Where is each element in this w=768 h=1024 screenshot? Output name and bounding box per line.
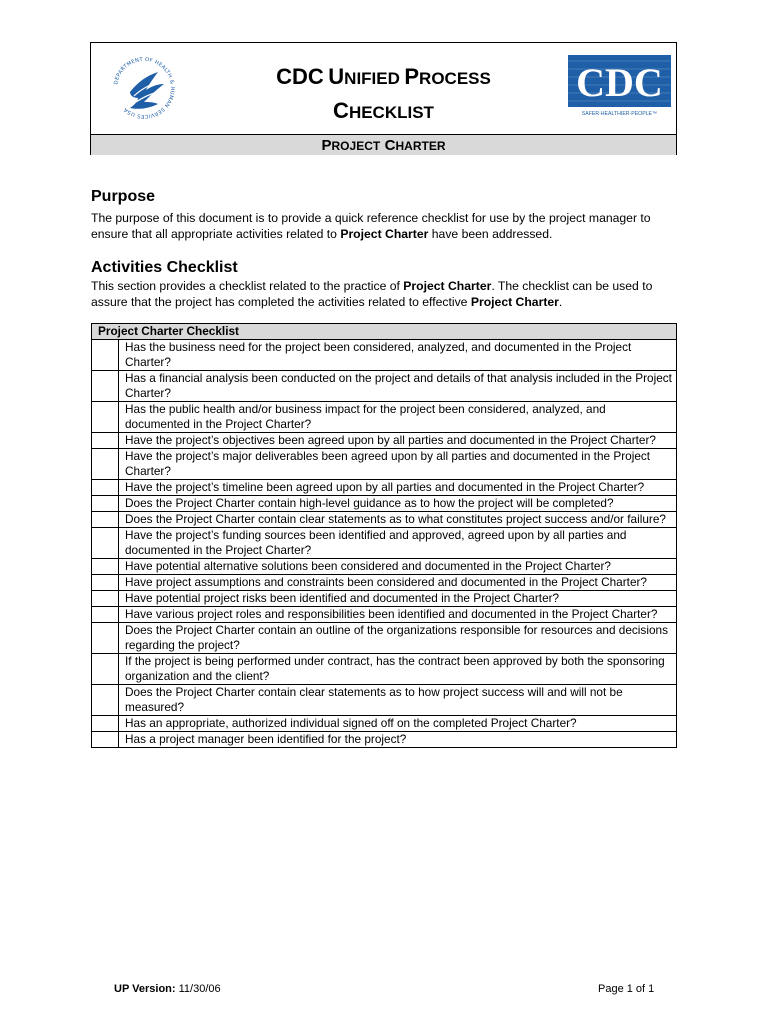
checklist-item-text: Have the project’s timeline been agreed upon by all parties and documented in the Project Charter? [119, 480, 677, 496]
checklist-item-text: Have the project’s major deliverables been agreed upon by all parties and documented in the Project Charter? [119, 449, 677, 480]
checklist-row [92, 654, 677, 685]
checklist-row [92, 512, 677, 528]
checklist-row [92, 433, 677, 449]
checklist-item-text: Has an appropriate, authorized individual signed off on the completed Project Charter? [119, 716, 677, 732]
document-header [90, 42, 677, 155]
checklist-checkbox-cell[interactable] [92, 512, 119, 528]
checklist-item-text: Does the Project Charter contain high-level guidance as to how the project will be completed? [119, 496, 677, 512]
checklist-row [92, 528, 677, 559]
checklist-row [92, 371, 677, 402]
checklist-row [92, 559, 677, 575]
checklist-row [92, 402, 677, 433]
checklist-item-text: Have the project’s funding sources been identified and approved, agreed upon by all parties and documented in the Project Charter? [119, 528, 677, 559]
checklist-row [92, 623, 677, 654]
checklist-row [92, 449, 677, 480]
checklist-checkbox-cell[interactable] [92, 623, 119, 654]
checklist-checkbox-cell[interactable] [92, 340, 119, 371]
checklist-checkbox-cell[interactable] [92, 685, 119, 716]
checklist-checkbox-cell[interactable] [92, 654, 119, 685]
checklist-checkbox-cell[interactable] [92, 371, 119, 402]
checklist-item-text: Have various project roles and responsibilities been identified and documented in the Project Charter? [119, 607, 677, 623]
purpose-heading: Purpose [91, 188, 156, 205]
checklist-item-text: Has a financial analysis been conducted on the project and details of that analysis included in the Project Charter? [119, 371, 677, 402]
document-subtitle: PROJECT CHARTER [91, 135, 676, 155]
checklist-row [92, 732, 677, 748]
checklist-row [92, 340, 677, 371]
checklist-checkbox-cell[interactable] [92, 496, 119, 512]
activities-heading: Activities Checklist [91, 259, 238, 276]
checklist-item-text: Have potential project risks been identified and documented in the Project Charter? [119, 591, 677, 607]
checklist-header-row [92, 324, 677, 340]
purpose-text: The purpose of this document is to provide a quick reference checklist for use by the project manager to ensure that all appropriate activities related to Project Charter have been addressed. [91, 211, 651, 241]
checklist-item-text: Does the Project Charter contain clear statements as to how project success will and will not be measured? [119, 685, 677, 716]
checklist-checkbox-cell[interactable] [92, 449, 119, 480]
checklist-table [91, 323, 677, 748]
checklist-checkbox-cell[interactable] [92, 607, 119, 623]
checklist-item-text: Have the project’s objectives been agreed upon by all parties and documented in the Project Charter? [119, 433, 677, 449]
checklist-item-text: Does the Project Charter contain clear statements as to what constitutes project success and/or failure? [119, 512, 677, 528]
activities-text: This section provides a checklist related to the practice of Project Charter. The checklist can be used to assure that the project has completed the activities related to effective Project Charter. [91, 279, 653, 309]
checklist-item-text: Has a project manager been identified for the project? [119, 732, 677, 748]
svg-text:DEPARTMENT OF HEALTH & HUMAN S: DEPARTMENT OF HEALTH & HUMAN SERVICES USA [113, 56, 176, 120]
checklist-header: Project Charter Checklist [92, 324, 677, 340]
checklist-checkbox-cell[interactable] [92, 480, 119, 496]
footer-page-number: Page 1 of 1 [598, 983, 655, 995]
checklist-checkbox-cell[interactable] [92, 528, 119, 559]
checklist-row [92, 575, 677, 591]
checklist-item-text: If the project is being performed under contract, has the contract been approved by both the sponsoring organization and the client? [119, 654, 677, 685]
header-title-row [91, 43, 676, 135]
checklist-row [92, 480, 677, 496]
checklist-row [92, 496, 677, 512]
svg-text:SAFER·HEALTHIER·PEOPLE™: SAFER·HEALTHIER·PEOPLE™ [581, 111, 658, 117]
checklist-checkbox-cell[interactable] [92, 591, 119, 607]
footer-version: UP Version: 11/30/06 [114, 983, 221, 995]
checklist-item-text: Have project assumptions and constraints been considered and documented in the Project Charter? [119, 575, 677, 591]
checklist-checkbox-cell[interactable] [92, 433, 119, 449]
checklist-item-text: Does the Project Charter contain an outline of the organizations responsible for resources and decisions regarding the project? [119, 623, 677, 654]
checklist-item-text: Has the business need for the project been considered, analyzed, and documented in the Project Charter? [119, 340, 677, 371]
document-title: CDC UNIFIED PROCESS CHECKLIST [276, 64, 491, 123]
checklist-checkbox-cell[interactable] [92, 559, 119, 575]
checklist-row [92, 607, 677, 623]
checklist-checkbox-cell[interactable] [92, 402, 119, 433]
hhs-seal-logo [108, 52, 180, 124]
checklist-row [92, 716, 677, 732]
checklist-checkbox-cell[interactable] [92, 732, 119, 748]
checklist-row [92, 591, 677, 607]
checklist-checkbox-cell[interactable] [92, 716, 119, 732]
checklist-checkbox-cell[interactable] [92, 575, 119, 591]
checklist-item-text: Has the public health and/or business impact for the project been considered, analyzed, and documented in the Project Charter? [119, 402, 677, 433]
cdc-logo [568, 55, 671, 119]
checklist-item-text: Have potential alternative solutions been considered and documented in the Project Charter? [119, 559, 677, 575]
svg-text:CDC: CDC [576, 60, 663, 105]
checklist-row [92, 685, 677, 716]
